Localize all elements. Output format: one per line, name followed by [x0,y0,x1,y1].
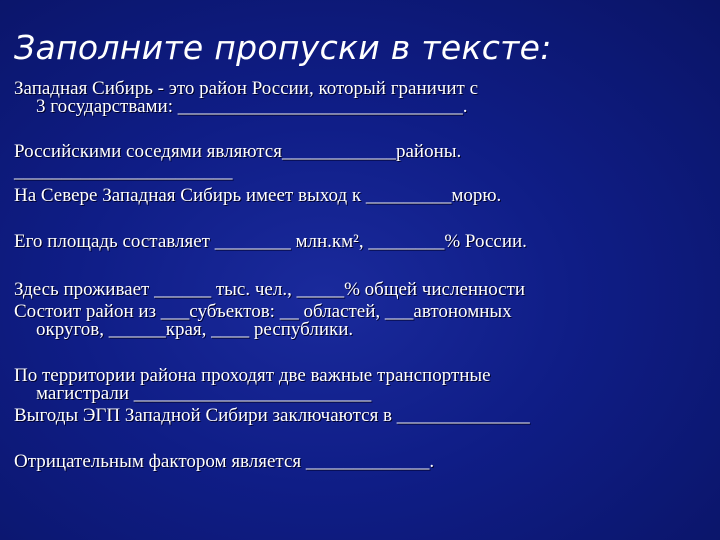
text-line-12: Выгоды ЭГП Западной Сибири заключаются в ______________ [14,405,530,426]
text-line-6: Его площадь составляет ________ млн.км², ________% России. [14,231,527,252]
text-line-1: Западная Сибирь - это район России, который граничит с [14,78,478,99]
text-line-7: Здесь проживает ______ тыс. чел., _____% общей численности [14,279,526,300]
slide-title: Заполните пропуски в тексте: [14,28,552,67]
text-line-3: Российскими соседями являются____________районы. [14,141,462,162]
text-line-13: Отрицательным фактором является _____________. [14,451,435,472]
text-line-2: 3 государствами: ______________________________. [36,96,468,117]
text-line-10: По территории района проходят две важные транспортные [14,365,491,386]
text-line-4: _______________________ [14,161,233,182]
text-line-5: На Севере Западная Сибирь имеет выход к _________морю. [14,185,502,206]
text-line-9: округов, ______края, ____ республики. [36,319,354,340]
text-line-8: Состоит район из ___субъектов: __ областей, ___автономных [14,301,512,322]
text-line-11: магистрали _________________________ [36,383,372,404]
